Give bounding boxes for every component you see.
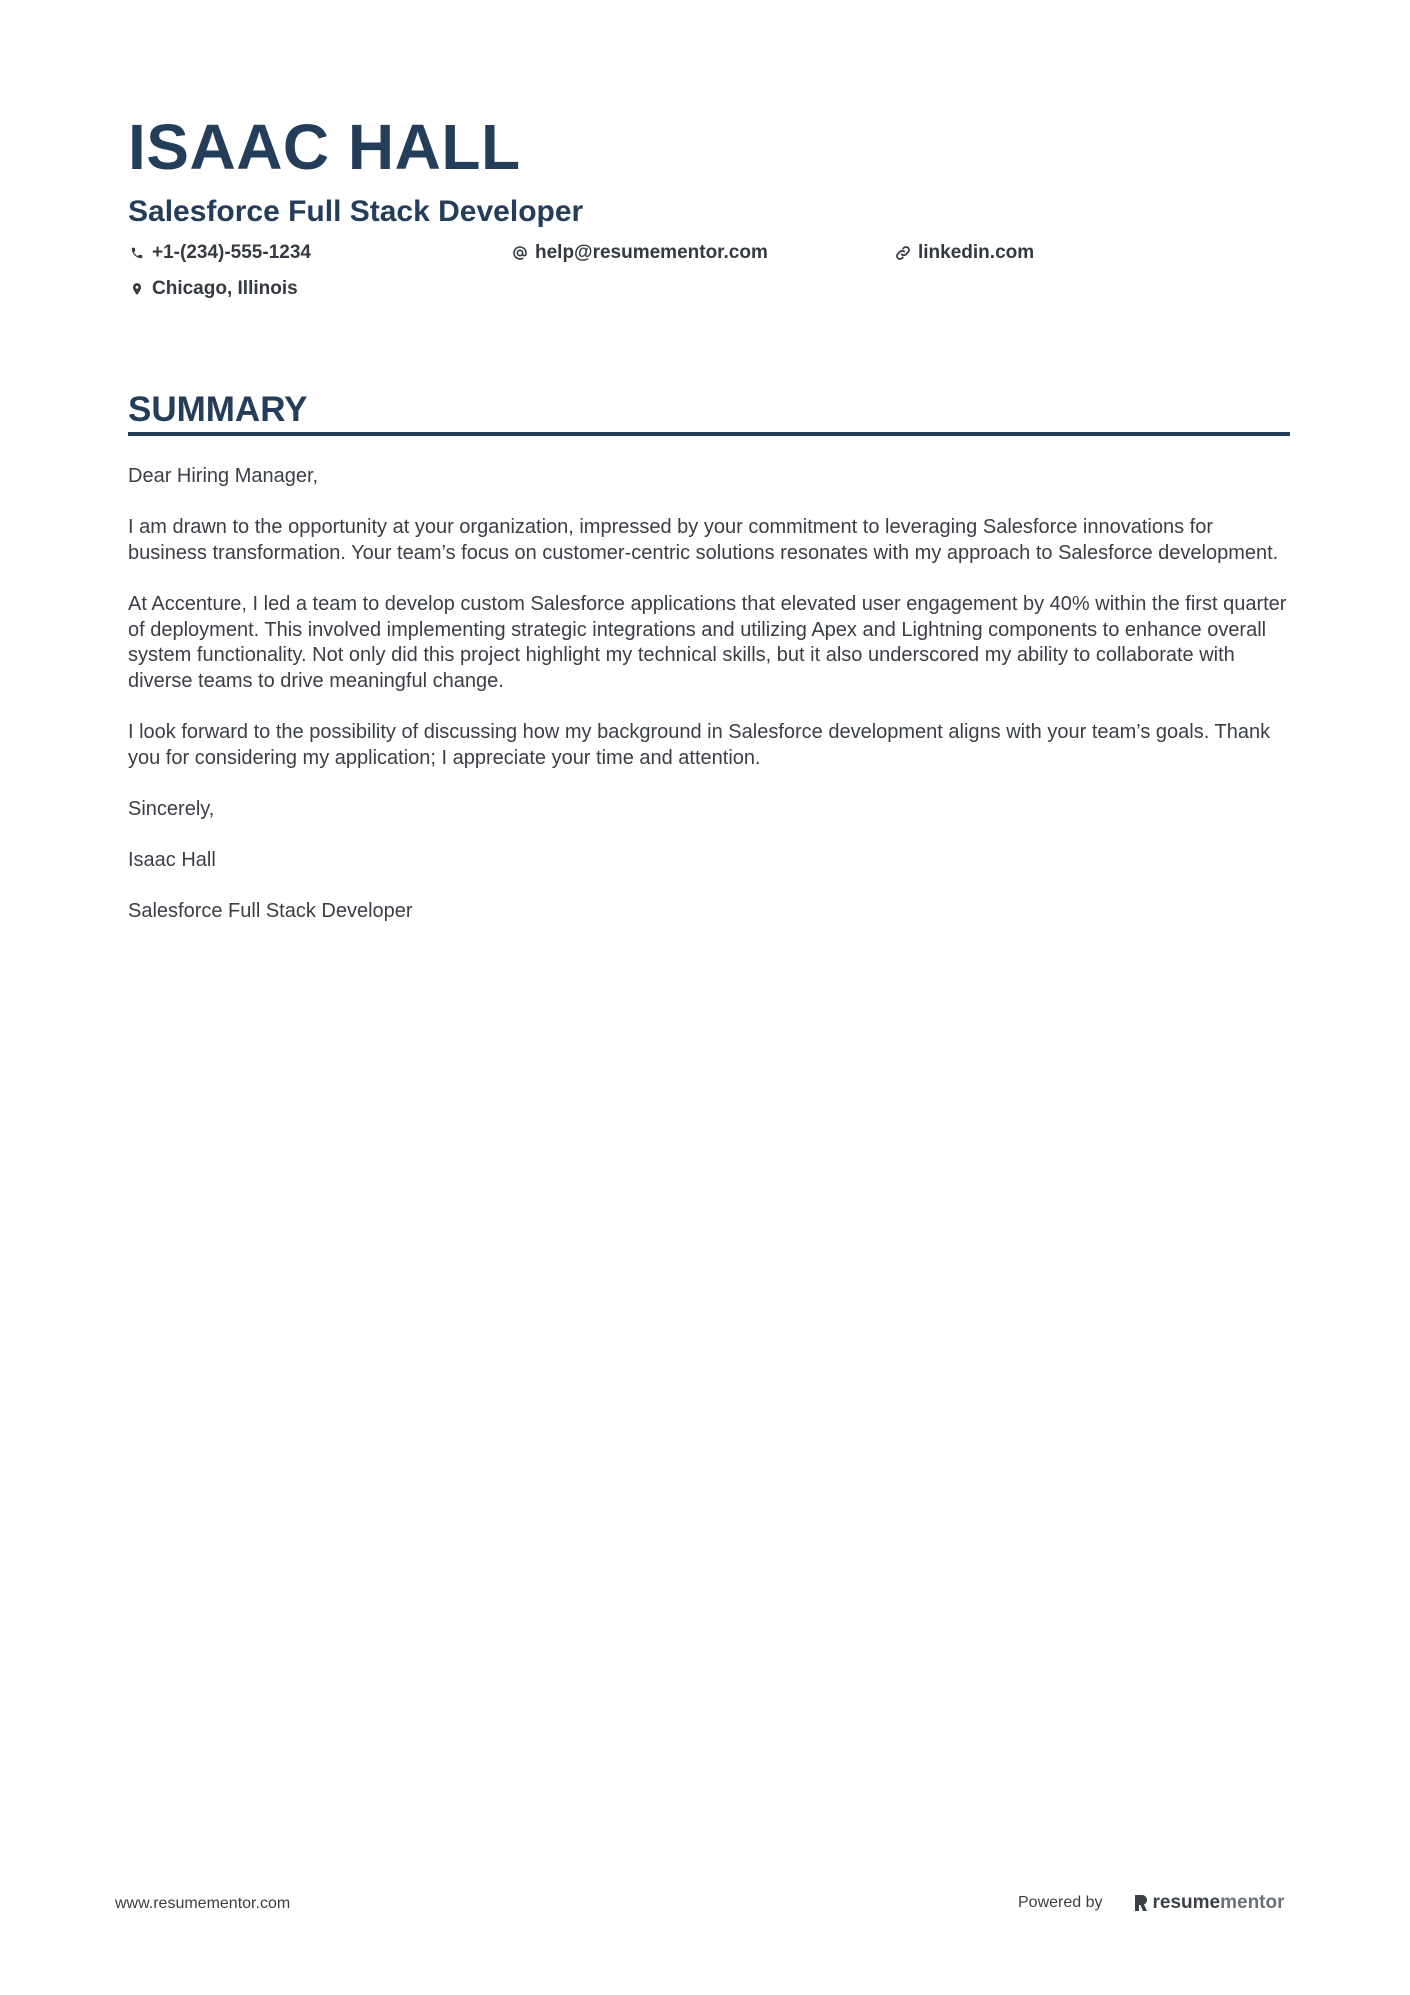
- brand-name-part1: resume: [1152, 1892, 1221, 1913]
- contact-link[interactable]: [894, 240, 1034, 266]
- location-value: Chicago, Illinois: [152, 278, 298, 299]
- sign-off: Sincerely,: [128, 797, 215, 820]
- contact-phone[interactable]: [128, 240, 311, 266]
- salutation: Dear Hiring Manager,: [128, 465, 319, 487]
- paragraph-intro: I am drawn to the opportunity at your organization, impressed by your commitment to leveraging Salesforce innovations for business transformation. Your team’s focus on customer-centric solutions resonates with my approach to Salesforce development.: [128, 516, 1279, 564]
- email-value: help@resumementor.com: [535, 242, 768, 263]
- link-icon: [894, 244, 912, 262]
- contact-location: [128, 276, 298, 302]
- powered-by-label: Powered by: [1018, 1894, 1103, 1911]
- contact-list: [128, 240, 1290, 314]
- brand-name-part2: mentor: [1220, 1892, 1285, 1913]
- candidate-name: ISAAC HALL: [128, 111, 521, 183]
- summary-heading: SUMMARY: [128, 390, 1290, 436]
- location-pin-icon: [128, 280, 146, 298]
- paragraph-experience: At Accenture, I led a team to develop custom Salesforce applications that elevated user engagement by 40% within the first quarter of deployment. This involved implementing strategic integrations and utilizing Apex and Lightning components to enhance overall system functionality. Not only did this project highlight my technical skills, but it also underscored my ability to collaborate with diverse teams to drive meaningful change.: [128, 592, 1287, 692]
- candidate-role: Salesforce Full Stack Developer: [128, 195, 584, 228]
- letter-body: [128, 464, 1290, 925]
- cover-letter-page: [128, 108, 1290, 950]
- resumementor-logo-icon: [1133, 1893, 1149, 1913]
- link-value: linkedin.com: [918, 242, 1035, 263]
- paragraph-closing: I look forward to the possibility of discussing how my background in Salesforce development aligns with your team’s goals. Thank you for considering my application; I appreciate your time and attention.: [128, 720, 1271, 769]
- signature-title: Salesforce Full Stack Developer: [128, 900, 413, 923]
- contact-email[interactable]: [511, 240, 768, 266]
- footer-website[interactable]: www.resumementor.com: [115, 1895, 291, 1912]
- signature-name: Isaac Hall: [128, 848, 216, 871]
- phone-value: +1-(234)-555-1234: [152, 242, 311, 263]
- phone-icon: [128, 244, 146, 262]
- brand-logo[interactable]: [1133, 1892, 1285, 1914]
- footer-branding: [1018, 1890, 1285, 1916]
- at-icon: [511, 244, 529, 262]
